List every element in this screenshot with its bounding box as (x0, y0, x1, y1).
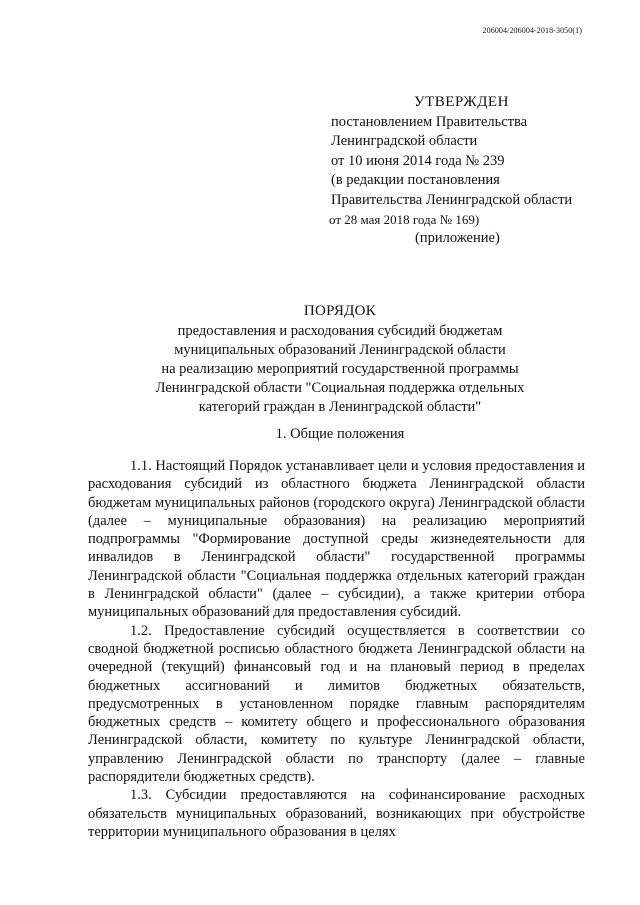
approval-line: Ленинградской области (331, 133, 478, 149)
approval-appendix: (приложение) (415, 229, 500, 246)
title-line: Ленинградской области "Социальная поддержка отдельных (155, 380, 525, 396)
paragraph: 1.3. Субсидии предоставляются на софинансирование расходных обязательств муниципальных образований, возникающих при обустройстве территории муниципального образования в целях (88, 787, 585, 840)
paragraph: 1.2. Предоставление субсидий осуществляется в соответствии со сводной бюджетной росписью областного бюджета Ленинградской области на очередной (текущий) финансовый год и на плановый период в пределах бюджетных ассигнований и лимитов бюджетных обязательств, предусмотренных в установленном порядке главным распорядителям бюджетных средств – комитету общего и профессионального образования Ленинградской области, комитету по культуре Ленинградской области, управлению Ленинградской области по транспорту (далее – главные распорядители бюджетных средств). (88, 622, 585, 786)
paragraph: 1.1. Настоящий Порядок устанавливает цели и условия предоставления и расходования субсидий из областного бюджета Ленинградской области бюджетам муниципальных районов (городского округа) Ленинградской области (далее – муниципальные образования) на реализацию мероприятий подпрограммы "Формирование доступной среды жизнедеятельности для инвалидов в Ленинградской области" государственной программы Ленинградской области "Социальная поддержка отдельных категорий граждан в Ленинградской области" (далее – субсидии), а также критерии отбора муниципальных образований для предоставления субсидий. (88, 458, 585, 621)
title-line: на реализацию мероприятий государственной программы (161, 361, 519, 377)
approval-line: Правительства Ленинградской области (331, 191, 573, 208)
approval-line-small: от 28 мая 2018 года № 169) (329, 212, 480, 227)
approval-line: (в редакции постановления (331, 172, 500, 188)
approval-heading: УТВЕРЖДЕН (414, 94, 509, 110)
title-line: муниципальных образований Ленинградской области (174, 342, 506, 358)
title-line: категорий граждан в Ленинградской области" (198, 399, 482, 415)
approval-line: от 10 июня 2014 года № 239 (331, 152, 505, 169)
title-line: предоставления и расходования субсидий бюджетам (177, 323, 503, 339)
section-heading: 1. Общие положения (275, 426, 405, 442)
body-text (88, 457, 585, 841)
document-title (90, 302, 590, 417)
document-id: 206004/206004-2018-3050(1) (482, 26, 582, 35)
approval-line: постановлением Правительства (331, 113, 528, 130)
title-main: ПОРЯДОК (303, 303, 377, 319)
approval-stamp (331, 93, 601, 246)
